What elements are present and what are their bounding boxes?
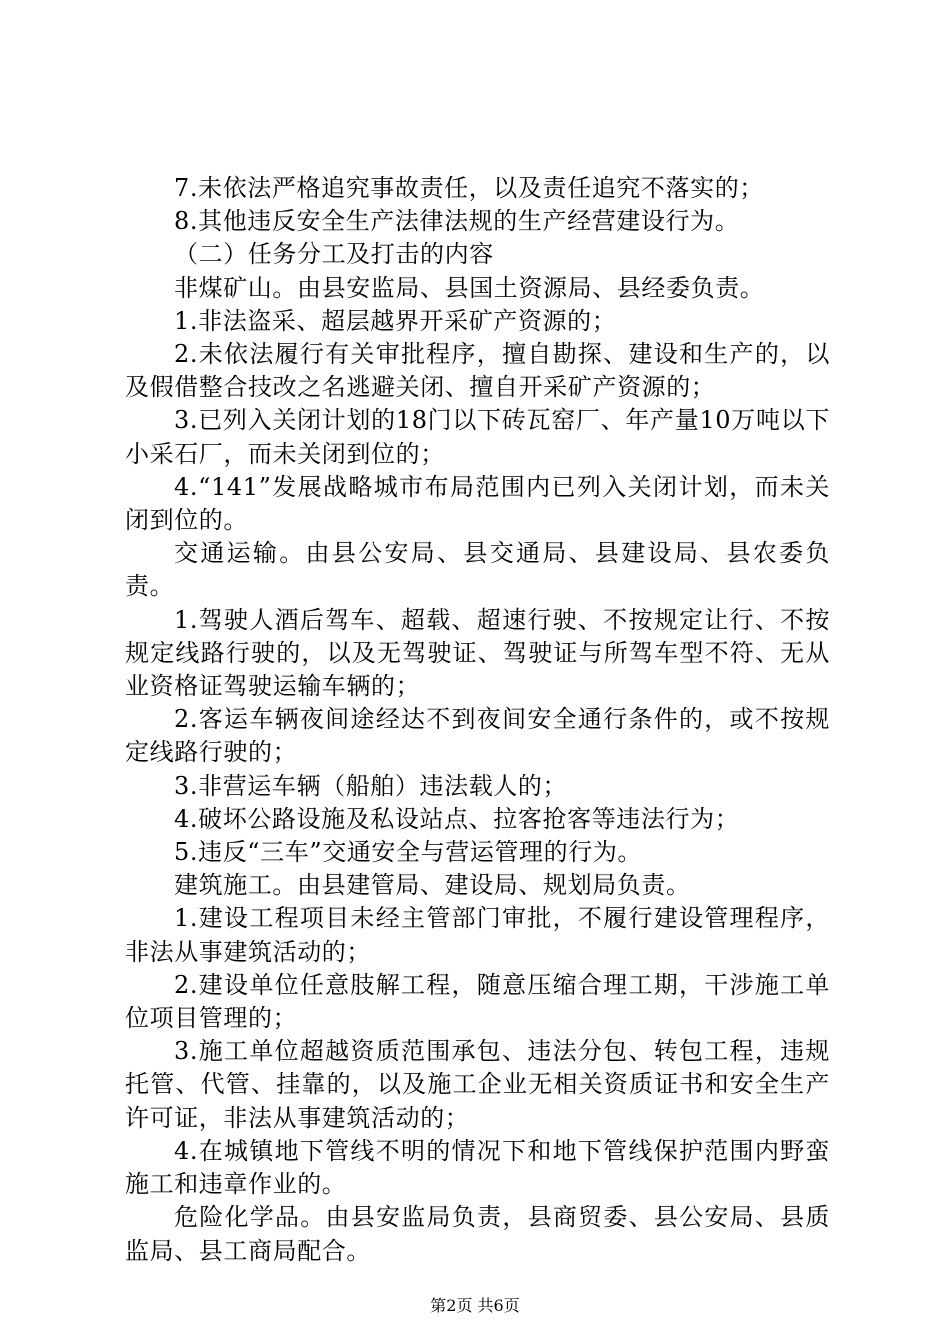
- paragraph-transport: 交通运输。由县公安局、县交通局、县建设局、县农委负责。: [125, 539, 830, 601]
- paragraph-item-7: 7.未依法严格追究事故责任，以及责任追究不落实的；: [174, 174, 764, 202]
- paragraph-construction-item-4: 4.在城镇地下管线不明的情况下和地下管线保护范围内野蛮施工和违章作业的。: [125, 1136, 830, 1199]
- paragraph-item-8: 8.其他违反安全生产法律法规的生产经营建设行为。: [174, 207, 740, 236]
- paragraph-mines-item-2: 2.未依法履行有关审批程序，擅自勘探、建设和生产的，以及假借整合技改之名逃避关闭、擅自开采矿产资源的；: [125, 340, 830, 402]
- paragraph-construction-item-2: 2.建设单位任意肢解工程，随意压缩合理工期，干涉施工单位项目管理的；: [125, 970, 830, 1033]
- paragraph-transport-item-1: 1.驾驶人酒后驾车、超载、超速行驶、不按规定让行、不按规定线路行驶的，以及无驾驶证、驾驶证与所驾车型不符、无从业资格证驾驶运输车辆的；: [125, 605, 830, 701]
- paragraph-transport-item-2: 2.客运车辆夜间途经达不到夜间安全通行条件的，或不按规定线路行驶的；: [125, 705, 830, 767]
- document-body: [125, 172, 830, 1268]
- paragraph-transport-item-4: 4.破坏公路设施及私设站点、拉客抢客等违法行为；: [174, 804, 740, 833]
- paragraph-construction-item-3: 3.施工单位超越资质范围承包、违法分包、转包工程，违规托管、代管、挂靠的，以及施工企业无相关资质证书和安全生产许可证，非法从事建筑活动的；: [125, 1037, 830, 1132]
- page-number-footer: 第2页 共6页: [430, 1296, 520, 1315]
- paragraph-transport-item-3: 3.非营运车辆（船舶）违法载人的；: [174, 771, 568, 800]
- paragraph-mines-item-3: 3.已列入关闭计划的18门以下砖瓦窑厂、年产量10万吨以下小采石厂，而未关闭到位的；: [125, 406, 830, 468]
- paragraph-mines-item-1: 1.非法盗采、超层越界开采矿产资源的；: [174, 306, 617, 335]
- paragraph-transport-item-5: 5.违反“三车”交通安全与营运管理的行为。: [174, 838, 643, 867]
- paragraph-mines-item-4: 4.“141”发展战略城市布局范围内已列入关闭计划，而未关闭到位的。: [125, 472, 830, 535]
- paragraph-hazardous-chemicals: 危险化学品。由县安监局负责，县商贸委、县公安局、县质监局、县工商局配合。: [125, 1203, 830, 1265]
- paragraph-construction: 建筑施工。由县建管局、建设局、规划局负责。: [174, 871, 691, 900]
- section-heading-task-division: （二）任务分工及打击的内容: [174, 240, 494, 269]
- paragraph-construction-item-1: 1.建设工程项目未经主管部门审批，不履行建设管理程序，非法从事建筑活动的；: [125, 904, 830, 966]
- paragraph-non-coal-mines: 非煤矿山。由县安监局、县国土资源局、县经委负责。: [174, 273, 765, 302]
